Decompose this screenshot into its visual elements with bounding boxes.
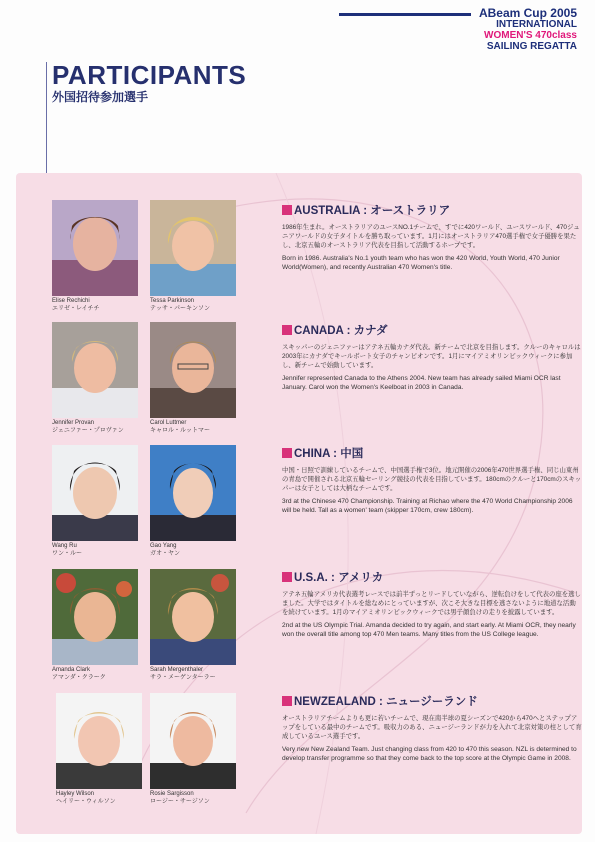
description-en: 2nd at the US Olympic Trial. Amanda decided to try again, and start early. At Miami OCR, they nearly won the overall title among top 470 Men teams. Many titles from the US College league. [282,622,576,638]
heading-square-icon [282,696,292,706]
description-jp: 中国・日照で訓練しているチームで、中国選手権で3位。地元開催の2006年470世界選手権、同じ山東州の青島で開催される北京五輪セーリング競技の代表を目指しています。180cmのクルーと170cmのスキッパーは女子としては大柄なチームです。 [282,467,582,492]
athlete-name: Sarah Mergenthaler [150,667,204,673]
caption-amanda-clark [52,666,106,682]
logo-stripe [339,13,471,16]
photo-gao-yang [150,445,236,541]
heading-text: NEWZEALAND : ニュージーランド [294,696,478,708]
section-newzealand [282,693,582,763]
heading-square-icon [282,205,292,215]
section-heading-australia [282,202,582,218]
section-heading-usa [282,569,582,585]
athlete-name: Amanda Clark [52,667,91,673]
logo-brand: ABeam Cup 2005 [478,6,577,20]
description-jp: アテネ五輪アメリカ代表選考レースでは前半ずっとリードしていながら、逆転負けをして代表の座を逃しました。大学ではタイトルを総なめにとっていますが、次こそ大きな目標を逃さないように地道な活動を続けています。1月のマイアミオリンピックウィークでは男子顔負けの走りを披露しています。 [282,591,581,616]
caption-tessa-parkinson [150,297,210,313]
heading-square-icon [282,448,292,458]
heading-text: CANADA : カナダ [294,325,388,337]
logo-line-regatta: SAILING REGATTA [486,41,577,52]
athlete-name: Tessa Parkinson [150,298,195,304]
page-subtitle: 外国招待参加選手 [52,90,149,104]
athlete-kana: ジェニファー・プロヴァン [52,428,124,434]
participants-panel [16,173,582,834]
section-china [282,445,582,515]
caption-wang-ru [52,542,82,558]
description-jp: 1986年生まれ。オーストラリアのユースNO.1チームで、すでに420ワールド、ユースワールド、470ジュニアワールドの女子タイトルを勝ち取っています。1月にはオーストラリア470選手権で女子優勝を果たし、北京五輪のオーストラリア代表を目指して活動するホープです。 [282,224,580,249]
athlete-name: Gao Yang [150,543,177,549]
description-jp: オーストラリアチームよりも更に若いチームで、現在南半球の夏シーズンで420から470へとステップアップをしている最中のチームです。吸収力のある、ニュージーランドが力を入れて北京対策の柱として育成しているユース選手です。 [282,715,582,740]
description-en: Born in 1986. Australia's No.1 youth team who has won the 420 World, Youth World, 470 Junior World(Women), and recently Australian 470 Women's title. [282,255,560,271]
photo-jennifer-provan [52,322,138,418]
title-rule [46,62,47,182]
section-usa [282,569,582,639]
caption-hayley-wilson [56,790,116,806]
description-en: Very new New Zealand Team. Just changing class from 420 to 470 this season. NZL is determined to develop transfer programme so that they come back to the top score at the Olympic Game in 2008. [282,746,577,762]
description-en: 3rd at the Chinese 470 Championship. Training at Richao where the 470 World Championship 2006 will be held. Tall as a women' team (skipper 170cm, crew 180cm). [282,498,573,514]
caption-rosie-sargisson [150,790,210,806]
photo-sarah-mergenthaler [150,569,236,665]
caption-carol-luttmer [150,419,210,435]
caption-gao-yang [150,542,180,558]
athlete-kana: アマンダ・クラーク [52,675,106,681]
section-heading-canada [282,322,582,338]
description-en: Jennifer represented Canada to the Athens 2004. New team has already sailed Miami OCR last January. Carol won the Women's Keelboat in 2003 in Canada. [282,375,561,391]
athlete-kana: テッサ・パーキンソン [150,306,210,312]
athlete-kana: ヘイリー・ウィルソン [56,799,116,805]
heading-square-icon [282,572,292,582]
section-heading-china [282,445,582,461]
athlete-name: Hayley Wilson [56,791,95,797]
athlete-kana: ロージー・サージソン [150,799,210,805]
athlete-name: Rosie Sargisson [150,791,194,797]
heading-text: AUSTRALIA : オーストラリア [294,205,451,217]
athlete-kana: キャロル・ルットマー [150,428,211,434]
photo-rosie-sargisson [150,693,236,789]
heading-text: U.S.A. : アメリカ [294,572,384,584]
caption-sarah-mergenthaler [150,666,216,682]
logo-line-class: WOMEN'S 470class [484,30,577,41]
abeam-cup-logo [479,8,577,52]
heading-square-icon [282,325,292,335]
athlete-name: Wang Ru [52,543,77,549]
athlete-name: Carol Luttmer [150,420,187,426]
section-canada [282,322,582,392]
heading-text: CHINA : 中国 [294,448,364,460]
description-jp: スキッパーのジェニファーはアテネ五輪カナダ代表。新チームで北京を目指します。クルーのキャロルは2003年にカナダでキールボート女子のチャンピオンです。1月にマイアミオリンピックウィークに参加し、新チームで始動しています。 [282,344,581,369]
logo-line-international: INTERNATIONAL [496,19,577,30]
photo-tessa-parkinson [150,200,236,296]
page-title: PARTICIPANTS [52,60,247,90]
photo-elise-rechichi [52,200,138,296]
caption-elise-rechichi [52,297,100,313]
section-heading-newzealand [282,693,582,709]
photo-wang-ru [52,445,138,541]
photo-amanda-clark [52,569,138,665]
athlete-kana: ワン・ルー [52,551,83,557]
athlete-name: Jennifer Provan [52,420,95,426]
athlete-kana: ガオ・ヤン [150,551,180,557]
photo-carol-luttmer [150,322,236,418]
caption-jennifer-provan [52,419,124,435]
photo-hayley-wilson [56,693,142,789]
athlete-name: Elise Rechichi [52,298,90,304]
athlete-kana: エリゼ・レイチチ [52,306,100,312]
athlete-kana: サラ・メーゲンターラー [150,675,216,681]
section-australia [282,202,582,272]
